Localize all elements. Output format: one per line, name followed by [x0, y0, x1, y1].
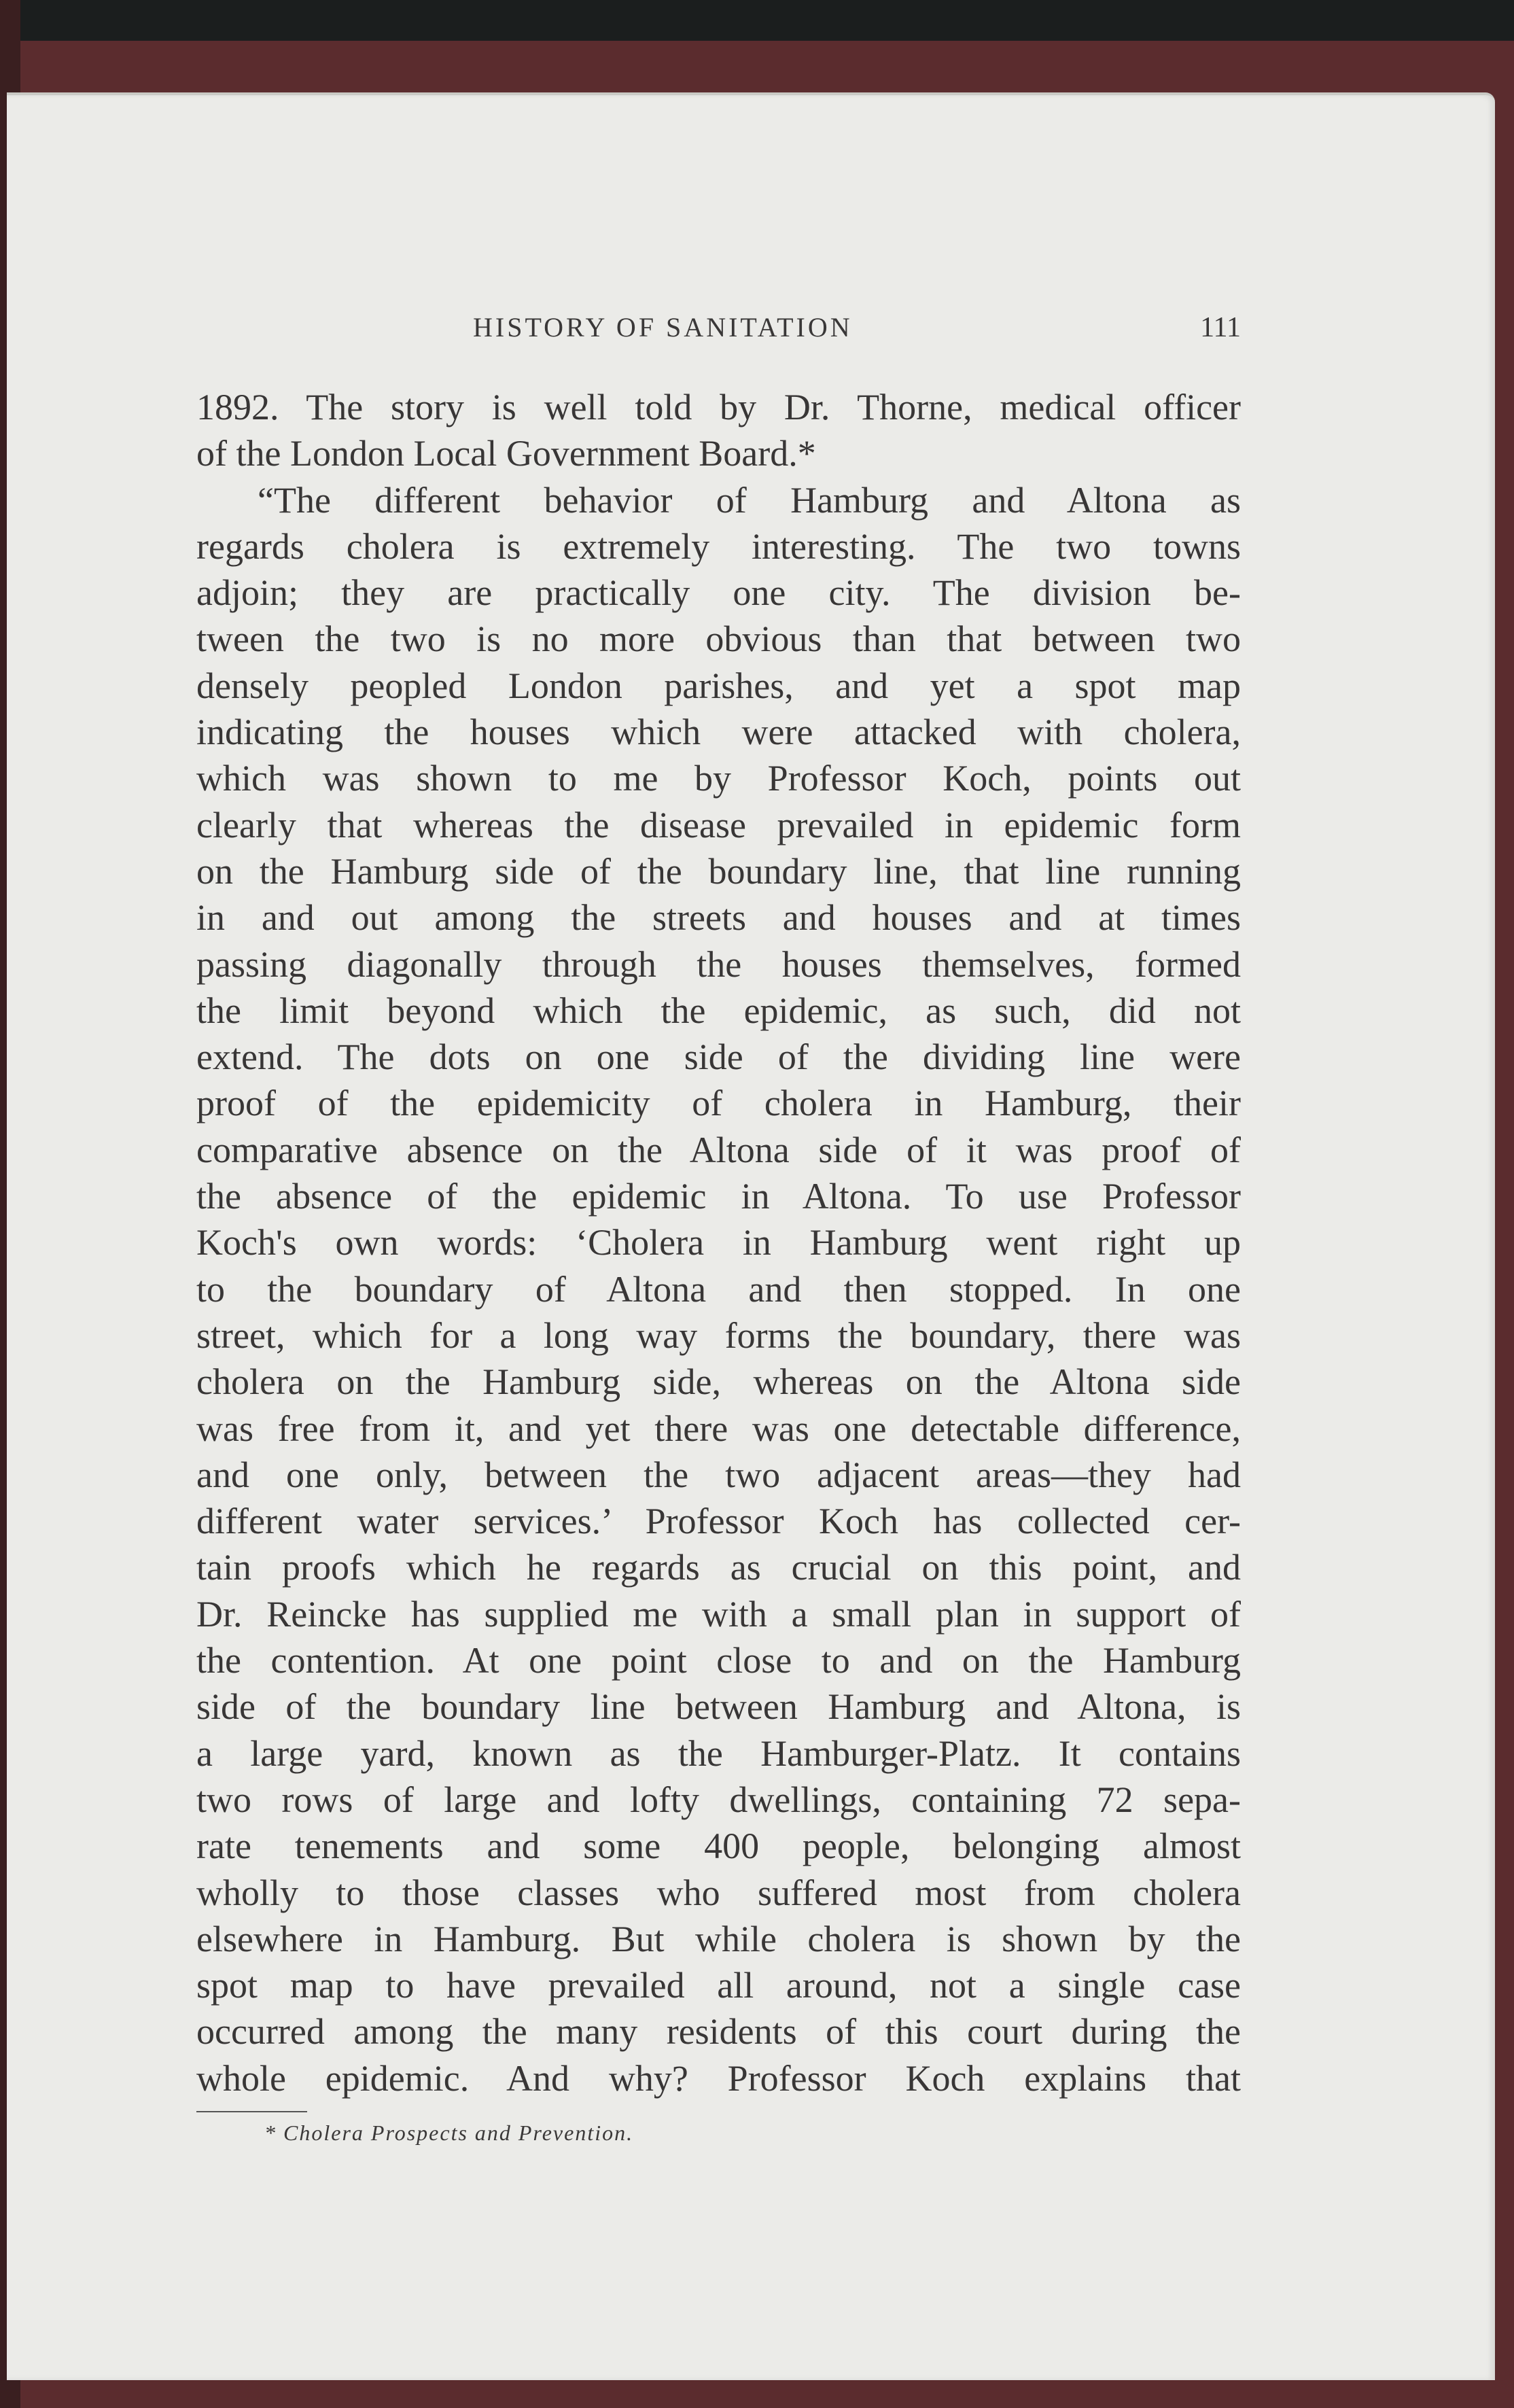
- footnote-rule: [196, 2111, 307, 2112]
- text-line: which was shown to me by Professor Koch, points out: [196, 758, 1241, 799]
- text-line: street, which for a long way forms the boundary, there was: [196, 1314, 1241, 1356]
- text-line: was free from it, and yet there was one detectable difference,: [196, 1408, 1241, 1449]
- text-line: to the boundary of Altona and then stopped. In one: [196, 1268, 1241, 1310]
- text-line: indicating the houses which were attacked with cholera,: [196, 712, 1241, 753]
- text-line: comparative absence on the Altona side of it was proof of: [196, 1129, 1241, 1170]
- text-line: tain proofs which he regards as crucial on this point, and: [196, 1547, 1241, 1588]
- text-line: clearly that whereas the disease prevailed in epidemic form: [196, 804, 1241, 845]
- text-line: elsewhere in Hamburg. But while cholera is shown by the: [196, 1918, 1241, 1959]
- text-line: and one only, between the two adjacent areas—they had: [196, 1454, 1241, 1495]
- text-line: a large yard, known as the Hamburger-Platz. It contains: [196, 1732, 1241, 1774]
- text-line: extend. The dots on one side of the dividing line were: [196, 1036, 1241, 1078]
- text-line: spot map to have prevailed all around, not a single case: [196, 1965, 1241, 2006]
- text-line: the limit beyond which the epidemic, as such, did not: [196, 990, 1241, 1031]
- footnote: * Cholera Prospects and Prevention.: [264, 2121, 634, 2145]
- text-line: Dr. Reincke has supplied me with a small plan in support of: [196, 1593, 1241, 1635]
- text-line: regards cholera is extremely interesting. The two towns: [196, 525, 1241, 567]
- text-line: different water services.’ Professor Koch has collected cer-: [196, 1501, 1241, 1542]
- body-text: [196, 384, 1241, 2101]
- text-line: tween the two is no more obvious than that between two: [196, 618, 1241, 660]
- text-line: rate tenements and some 400 people, belonging almost: [196, 1826, 1241, 1867]
- text-line: densely peopled London parishes, and yet a spot map: [196, 665, 1241, 706]
- text-line: “The different behavior of Hamburg and Altona as: [258, 479, 1241, 521]
- text-line: occurred among the many residents of this court during the: [196, 2011, 1241, 2053]
- text-line: proof of the epidemicity of cholera in Hamburg, their: [196, 1083, 1241, 1124]
- text-line: the contention. At one point close to and on the Hamburg: [196, 1640, 1241, 1681]
- text-line: in and out among the streets and houses and at times: [196, 897, 1241, 939]
- running-title: HISTORY OF SANITATION: [473, 312, 853, 343]
- text-line: wholly to those classes who suffered most from cholera: [196, 1872, 1241, 1913]
- text-line: Koch's own words: ‘Cholera in Hamburg went right up: [196, 1222, 1241, 1263]
- text-line: of the London Local Government Board.*: [196, 433, 816, 474]
- text-line: adjoin; they are practically one city. The division be-: [196, 572, 1241, 614]
- text-line: passing diagonally through the houses themselves, formed: [196, 943, 1241, 985]
- text-line: the absence of the epidemic in Altona. To use Professor: [196, 1176, 1241, 1217]
- text-line: whole epidemic. And why? Professor Koch explains that: [196, 2057, 1241, 2099]
- page-header: [196, 311, 1241, 345]
- page-number: 111: [1200, 312, 1241, 343]
- text-line: 1892. The story is well told by Dr. Thorne, medical officer: [196, 387, 1241, 427]
- text-line: two rows of large and lofty dwellings, containing 72 sepa-: [196, 1779, 1241, 1820]
- text-line: cholera on the Hamburg side, whereas on the Altona side: [196, 1361, 1241, 1403]
- text-line: side of the boundary line between Hamburg and Altona, is: [196, 1686, 1241, 1728]
- text-line: on the Hamburg side of the boundary line, that line running: [196, 850, 1241, 892]
